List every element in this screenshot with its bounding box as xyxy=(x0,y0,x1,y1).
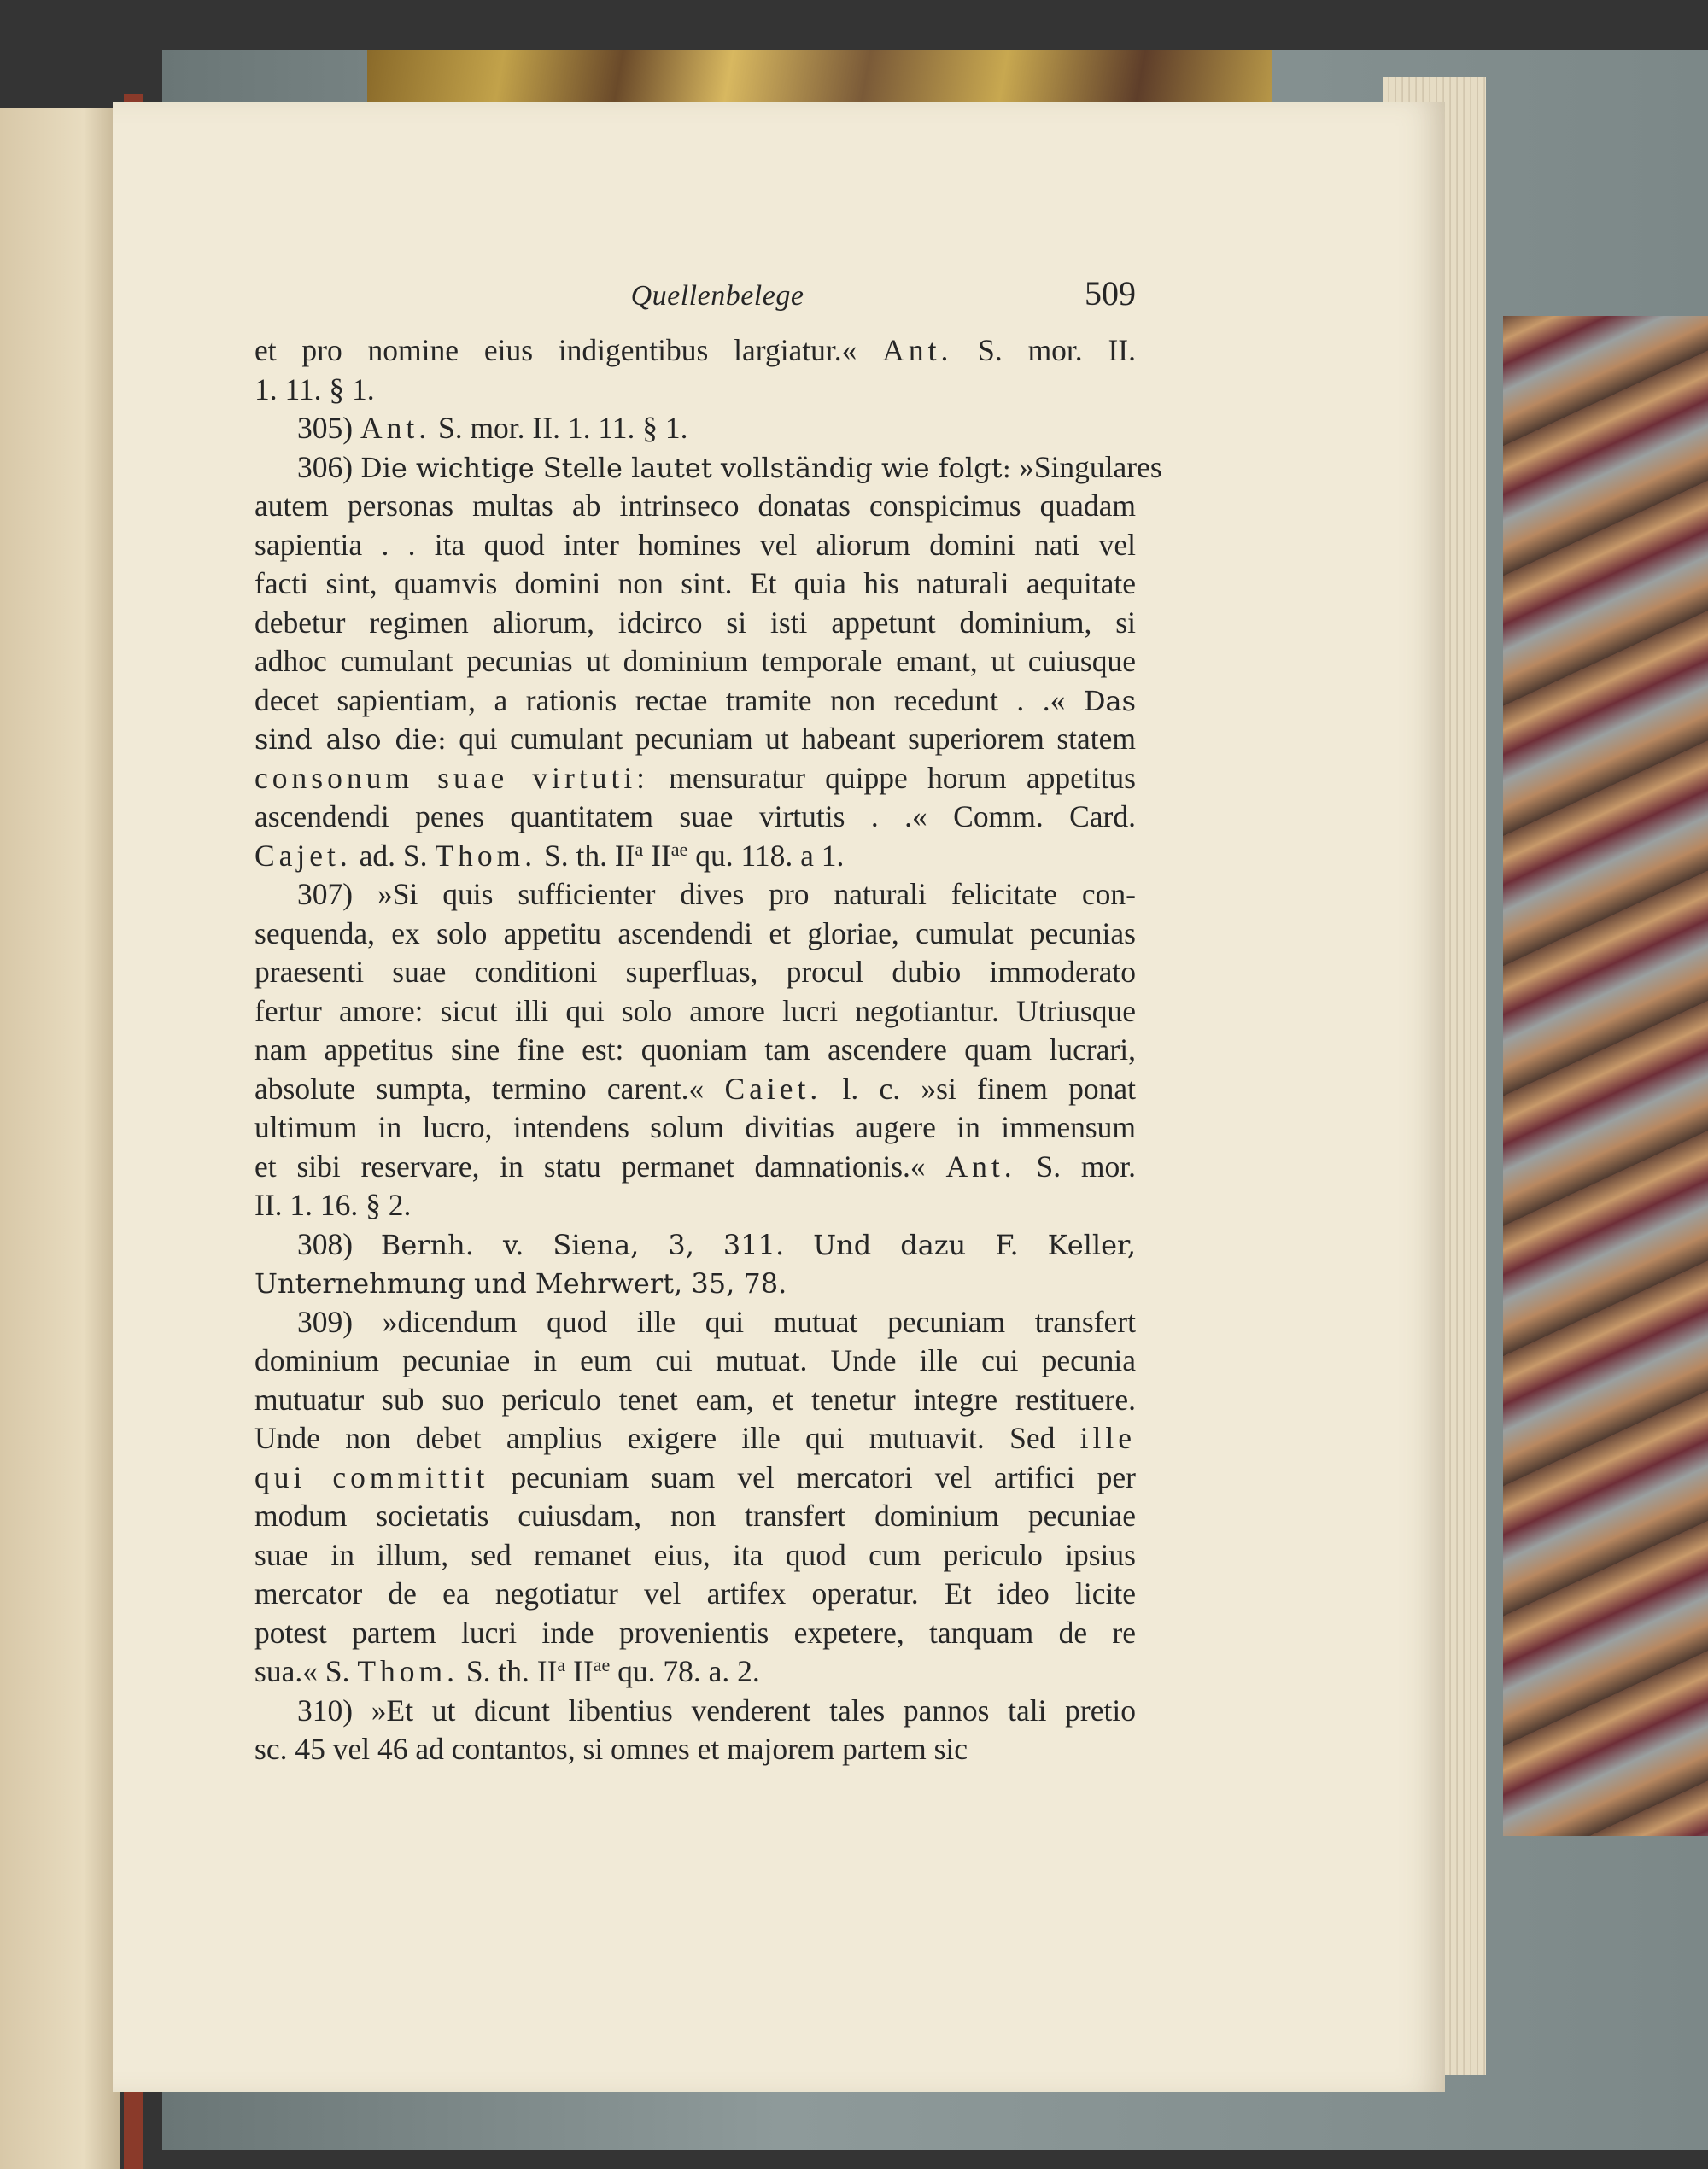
text-run: et sibi reservare, in statu permanet damnationis.« xyxy=(254,1149,946,1184)
text-line xyxy=(254,1225,1136,1265)
text-run: sequenda, ex solo appetitu ascendendi et gloriae, cumulat pecunias xyxy=(254,915,1136,950)
text-run: 308) xyxy=(297,1226,381,1261)
text-line xyxy=(254,1070,1136,1109)
text-run: sapientia . . ita quod inter homines vel aliorum domini nati vel xyxy=(254,527,1136,562)
text-run: Ant. xyxy=(360,411,431,445)
text-run: Ant. xyxy=(945,1149,1016,1184)
text-run: 307) »Si quis sufficienter dives pro naturali felicitate con- xyxy=(297,877,1136,911)
text-line xyxy=(254,409,1136,448)
text-run: decet sapientiam, a rationis rectae tramite non recedunt . .« xyxy=(254,682,1084,717)
text-line xyxy=(254,642,1136,681)
text-run: qu. 78. a. 2. xyxy=(610,1654,760,1688)
text-run: nam appetitus sine fine est: quoniam tam ascendere quam lucrari, xyxy=(254,1032,1136,1067)
text-run: ille xyxy=(1079,1421,1136,1455)
text-run: 306) xyxy=(297,449,360,484)
text-run: S. mor. xyxy=(1015,1149,1136,1184)
text-run: mutuatur sub suo periculo tenet eam, et tenetur integre restituere. xyxy=(254,1382,1136,1417)
text-line xyxy=(254,1419,1136,1459)
marbled-endpaper-top xyxy=(367,50,1272,109)
text-run: Ant. xyxy=(882,333,953,367)
running-head: Quellenbelege xyxy=(630,280,804,312)
text-run: dominium pecuniae in eum cui mutuat. Unde ille cui pecunia xyxy=(254,1343,1136,1377)
text-run: 309) »dicendum quod ille qui mutuat pecuniam transfert xyxy=(297,1304,1136,1339)
text-run: Caiet. xyxy=(724,1071,822,1106)
text-run: Cajet. xyxy=(254,838,352,873)
text-run: »Singulares xyxy=(1011,449,1162,484)
text-run: qui cumulant pecuniam ut habeant superiorem statem xyxy=(446,722,1137,756)
text-run: sua.« S. xyxy=(254,1654,358,1688)
page-header xyxy=(256,273,1136,316)
superscript: a xyxy=(635,838,644,860)
text-run: Bernh. v. Siena, 3, 311. Und dazu F. Keller, xyxy=(380,1228,1137,1261)
text-line xyxy=(254,1264,1136,1303)
text-line xyxy=(254,1652,1136,1692)
text-line xyxy=(254,1692,1136,1731)
text-line xyxy=(254,837,1136,876)
page-number: 509 xyxy=(1085,274,1136,313)
text-run: absolute sumpta, termino carent.« xyxy=(254,1071,725,1106)
text-line xyxy=(254,798,1136,837)
text-run: mensuratur quippe horum appetitus xyxy=(649,760,1136,795)
text-line xyxy=(254,1381,1136,1420)
text-run: pecuniam suam vel mercatori vel artifici per xyxy=(488,1459,1136,1494)
text-run: II xyxy=(565,1654,594,1688)
text-line xyxy=(254,1730,1136,1769)
text-line xyxy=(254,1497,1136,1536)
text-run: II. 1. 16. § 2. xyxy=(254,1188,412,1222)
marbled-endpaper-right xyxy=(1503,316,1708,1836)
text-line xyxy=(254,720,1136,759)
text-run: II xyxy=(643,838,671,873)
text-line xyxy=(254,1536,1136,1576)
text-run: S. mor. II. 1. 11. § 1. xyxy=(430,411,688,445)
text-line xyxy=(254,604,1136,643)
text-run: potest partem lucri inde provenientis expetere, tanquam de re xyxy=(254,1615,1136,1650)
text-run: ascendendi penes quantitatem suae virtutis . .« Comm. Card. xyxy=(254,799,1136,833)
text-run: 310) »Et ut dicunt libentius venderent tales pannos tali pretio xyxy=(297,1693,1136,1728)
text-run: ultimum in lucro, intendens solum divitias augere in immensum xyxy=(254,1110,1136,1144)
text-line xyxy=(254,1575,1136,1614)
text-run: suae in illum, sed remanet eius, ita quod cum periculo ipsius xyxy=(254,1537,1136,1572)
text-run: Thom. xyxy=(435,838,537,873)
text-run: Die wichtige Stelle lautet vollständig wie folgt: xyxy=(360,451,1012,484)
superscript: ae xyxy=(670,838,688,860)
text-run: 1. 11. § 1. xyxy=(254,371,375,406)
text-line xyxy=(254,331,1136,371)
text-line xyxy=(254,1614,1136,1653)
text-run: S. th. II xyxy=(536,838,635,873)
text-run: qu. 118. a 1. xyxy=(687,838,845,873)
text-run: sc. 45 vel 46 ad contantos, si omnes et majorem partem sic xyxy=(254,1732,968,1766)
text-line xyxy=(254,953,1136,992)
text-run: debetur regimen aliorum, idcirco si isti appetunt dominium, si xyxy=(254,605,1136,640)
text-line xyxy=(254,875,1136,915)
text-run: l. c. »si finem ponat xyxy=(822,1071,1136,1106)
text-run: sind also die: xyxy=(254,723,447,756)
text-line xyxy=(254,564,1136,604)
text-run: fertur amore: sicut illi qui solo amore lucri negotiantur. Utriusque xyxy=(254,993,1136,1028)
text-line xyxy=(254,915,1136,954)
text-run: Thom. xyxy=(357,1654,459,1688)
superscript: a xyxy=(557,1654,566,1675)
text-run: 305) xyxy=(297,411,360,445)
superscript: ae xyxy=(593,1654,611,1675)
text-run: Unde non debet amplius exigere ille qui mutuavit. Sed xyxy=(254,1421,1080,1455)
text-run: S. th. II xyxy=(459,1654,558,1688)
text-run: Das xyxy=(1083,684,1136,717)
text-line xyxy=(254,1459,1136,1498)
text-run: adhoc cumulant pecunias ut dominium temporale emant, ut cuiusque xyxy=(254,644,1136,678)
text-line xyxy=(254,448,1162,488)
text-run: ad. S. xyxy=(351,838,436,873)
facing-page-edge xyxy=(0,108,120,2169)
text-line xyxy=(254,759,1136,798)
text-line xyxy=(254,1342,1136,1381)
body-text xyxy=(254,331,1162,1769)
text-line xyxy=(254,526,1136,565)
text-run: mercator de ea negotiatur vel artifex operatur. Et ideo licite xyxy=(254,1576,1136,1611)
text-line xyxy=(254,681,1136,721)
text-run: autem personas multas ab intrinseco donatas conspicimus quadam xyxy=(254,488,1136,523)
text-line xyxy=(254,1031,1136,1070)
text-line xyxy=(254,371,1136,410)
text-run: et pro nomine eius indigentibus largiatur.« xyxy=(254,333,883,367)
text-run: facti sint, quamvis domini non sint. Et quia his naturali aequitate xyxy=(254,566,1136,600)
text-line xyxy=(254,1148,1136,1187)
text-run: S. mor. II. xyxy=(952,333,1136,367)
text-line xyxy=(254,487,1136,526)
text-line xyxy=(254,1108,1136,1148)
text-run: praesenti suae conditioni superfluas, procul dubio immoderato xyxy=(254,955,1136,989)
text-line xyxy=(254,992,1136,1032)
text-line xyxy=(254,1186,1136,1225)
text-line xyxy=(254,1303,1136,1342)
text-run: consonum suae virtuti: xyxy=(254,760,650,795)
text-run: Unternehmung und Mehrwert, 35, 78. xyxy=(254,1267,787,1300)
text-run: modum societatis cuiusdam, non transfert dominium pecuniae xyxy=(254,1499,1136,1533)
text-run: qui committit xyxy=(254,1459,489,1494)
